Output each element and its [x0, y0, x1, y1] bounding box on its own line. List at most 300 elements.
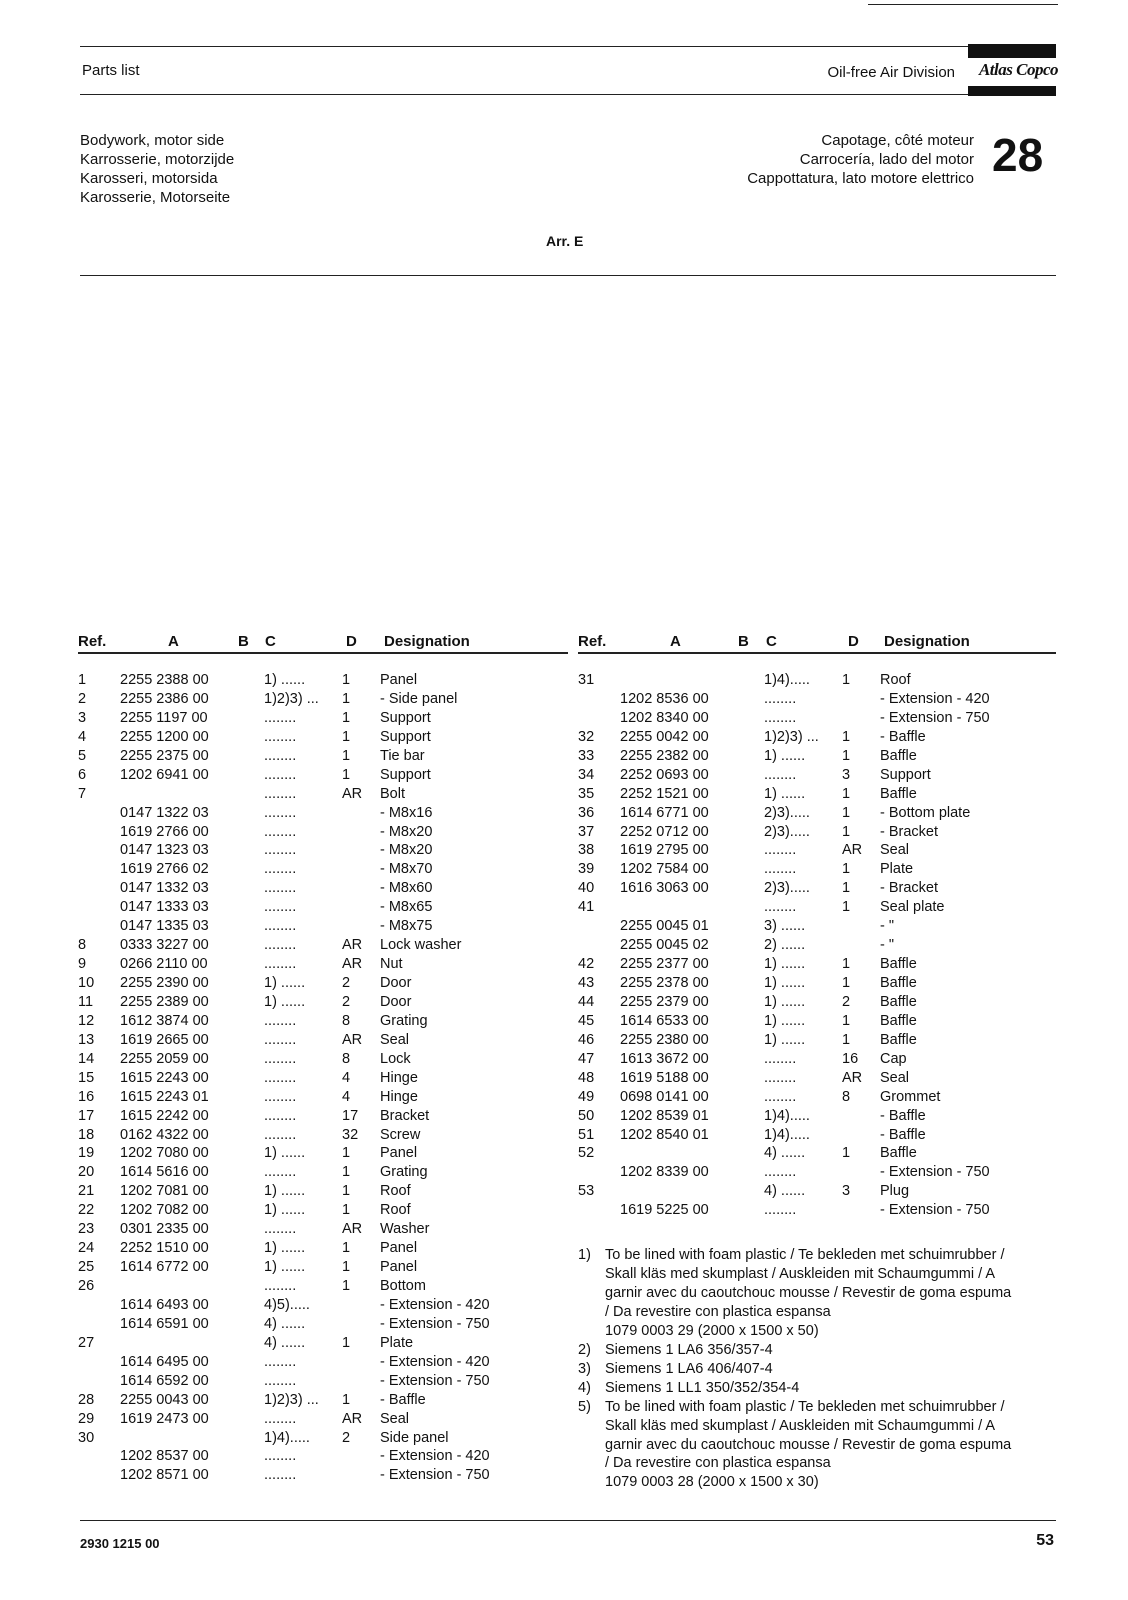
c-column-cell: 1) ...... — [264, 993, 306, 1010]
part-number-cell: 2252 1510 00 — [120, 1240, 209, 1257]
designation-cell: Bolt — [380, 785, 405, 802]
table-row — [578, 729, 1056, 748]
ref-cell: 3 — [78, 709, 87, 726]
footnote-line: Skall kläs med skumplast / Auskleiden mit Schaumgummi / A — [605, 1265, 996, 1282]
designation-cell: - Side panel — [380, 690, 458, 707]
footnote — [578, 1246, 1058, 1341]
c-column-cell: 1)4)..... — [764, 1126, 810, 1143]
ref-cell: 24 — [78, 1240, 95, 1257]
table-row — [78, 1145, 568, 1164]
designation-cell: - Bottom plate — [880, 804, 971, 821]
designation-cell: - " — [880, 937, 895, 954]
designation-cell: Seal — [880, 842, 910, 859]
c-column-cell: 1) ...... — [264, 672, 306, 688]
designation-cell: - Extension - 750 — [380, 1467, 490, 1484]
part-number-cell: 1202 8340 00 — [620, 709, 709, 726]
c-column-cell: 2)3)..... — [764, 880, 810, 897]
ref-cell: 42 — [578, 956, 595, 973]
designation-cell: Plate — [880, 861, 914, 878]
designation-cell: Seal — [880, 1069, 910, 1086]
footnote-line: 1079 0003 29 (2000 x 1500 x 50) — [605, 1322, 819, 1339]
table-row — [78, 899, 568, 918]
header-bottom-rule — [80, 94, 968, 95]
ref-cell: 27 — [78, 1334, 95, 1351]
left-th-c: C — [265, 633, 276, 650]
c-column-cell: ........ — [764, 1164, 797, 1181]
part-number-cell: 1612 3874 00 — [120, 1012, 209, 1029]
table-row — [78, 975, 568, 994]
part-number-cell: 2255 2380 00 — [620, 1031, 709, 1048]
part-number-cell: 1615 2243 00 — [120, 1069, 209, 1086]
part-number-cell: 0266 2110 00 — [120, 956, 208, 973]
ref-cell: 32 — [578, 728, 595, 745]
ref-cell: 28 — [78, 1391, 95, 1408]
c-column-cell: ........ — [764, 709, 797, 726]
footnote-line: garnir avec du caoutchouc mousse / Revestir de goma espuma — [605, 1284, 1012, 1301]
ref-cell: 41 — [578, 899, 595, 916]
left-th-a: A — [168, 633, 179, 650]
c-column-cell: 4) ...... — [764, 1145, 806, 1162]
logo-bottom-bar — [968, 86, 1056, 96]
ref-cell: 29 — [78, 1410, 95, 1427]
designation-cell: Grommet — [880, 1088, 941, 1105]
part-number-cell: 1616 3063 00 — [620, 880, 709, 897]
ref-cell: 47 — [578, 1050, 595, 1067]
quantity-cell: 1 — [842, 956, 851, 973]
part-number-cell: 1202 8537 00 — [120, 1448, 209, 1465]
part-number-cell: 1614 6592 00 — [120, 1372, 209, 1389]
table-row — [578, 748, 1056, 767]
table-row — [578, 786, 1056, 805]
table-row — [78, 1013, 568, 1032]
doc-number: 2930 1215 00 — [80, 1536, 160, 1551]
table-row — [578, 861, 1056, 880]
c-column-cell: ........ — [264, 1164, 297, 1181]
c-column-cell: ........ — [764, 899, 797, 916]
c-column-cell: ........ — [264, 1467, 297, 1484]
designation-cell: Screw — [380, 1126, 421, 1143]
footer-rule — [80, 1520, 1056, 1521]
designation-cell: Door — [380, 993, 412, 1010]
ref-cell: 39 — [578, 861, 595, 878]
c-column-cell: 1) ...... — [264, 1259, 306, 1276]
c-column-cell: 1)4)..... — [764, 672, 810, 688]
designation-cell: - M8x20 — [380, 842, 433, 859]
designation-cell: Baffle — [880, 747, 917, 764]
quantity-cell: AR — [342, 937, 363, 954]
c-column-cell: ........ — [764, 1202, 797, 1219]
part-number-cell: 1619 2665 00 — [120, 1031, 209, 1048]
quantity-cell: 1 — [842, 861, 851, 878]
table-row — [78, 1032, 568, 1051]
part-number-cell: 2255 2388 00 — [120, 672, 209, 688]
designation-cell: Roof — [380, 1202, 411, 1219]
quantity-cell: 16 — [842, 1050, 859, 1067]
quantity-cell: 1 — [342, 1164, 351, 1181]
designation-cell: - Baffle — [880, 1126, 926, 1143]
c-column-cell: ........ — [264, 785, 297, 802]
designation-cell: Bottom — [380, 1278, 426, 1294]
left-th-ref: Ref. — [78, 633, 107, 650]
c-column-cell: 1)2)3) ... — [264, 690, 319, 707]
c-column-cell: ........ — [764, 1088, 797, 1105]
c-column-cell: ........ — [264, 1221, 297, 1238]
part-number-cell: 0301 2335 00 — [120, 1221, 209, 1238]
c-column-cell: 4) ...... — [264, 1315, 306, 1332]
designation-cell: - Extension - 420 — [880, 690, 990, 707]
right-th-a: A — [670, 633, 681, 650]
table-row — [78, 805, 568, 824]
designation-cell: Hinge — [380, 1069, 418, 1086]
footnote-line: garnir avec du caoutchouc mousse / Revestir de goma espuma — [605, 1436, 1012, 1453]
quantity-cell: 1 — [342, 1278, 351, 1294]
top-edge-rule — [868, 4, 1058, 5]
quantity-cell: 1 — [842, 880, 851, 897]
quantity-cell: AR — [342, 1410, 363, 1427]
part-number-cell: 1615 2243 01 — [120, 1088, 209, 1105]
table-row — [578, 1183, 1056, 1202]
quantity-cell: AR — [342, 956, 363, 973]
ref-cell: 17 — [78, 1107, 95, 1124]
quantity-cell: 8 — [342, 1050, 351, 1067]
designation-cell: - Baffle — [380, 1391, 426, 1408]
footnote — [578, 1360, 1058, 1379]
c-column-cell: ........ — [264, 1107, 297, 1124]
designation-cell: Baffle — [880, 993, 917, 1010]
ref-cell: 26 — [78, 1278, 95, 1294]
quantity-cell: 1 — [342, 1202, 351, 1219]
left-th-d: D — [346, 633, 357, 650]
table-row — [78, 937, 568, 956]
c-column-cell: 1) ...... — [264, 1183, 306, 1200]
footnote-line: / Da revestire con plastica espansa — [605, 1303, 831, 1320]
footnote-number: 3) — [578, 1360, 591, 1377]
part-number-cell: 2255 2059 00 — [120, 1050, 209, 1067]
table-row — [78, 748, 568, 767]
atlas-copco-logo: Atlas Copco — [978, 60, 1058, 79]
quantity-cell: AR — [842, 842, 863, 859]
ref-cell: 19 — [78, 1145, 95, 1162]
c-column-cell: 1) ...... — [264, 1240, 306, 1257]
table-row — [78, 1202, 568, 1221]
c-column-cell: ........ — [264, 709, 297, 726]
ref-cell: 12 — [78, 1012, 95, 1029]
quantity-cell: 1 — [342, 690, 351, 707]
c-column-cell: 2)3)..... — [764, 823, 810, 840]
right-header-rule — [578, 652, 1056, 654]
ref-cell: 38 — [578, 842, 595, 859]
table-row — [78, 1108, 568, 1127]
footnote-line: Siemens 1 LA6 356/357-4 — [605, 1341, 773, 1358]
part-number-cell: 0698 0141 00 — [620, 1088, 709, 1105]
quantity-cell: AR — [342, 1031, 363, 1048]
quantity-cell: 1 — [342, 1145, 351, 1162]
table-row — [78, 1373, 568, 1392]
part-number-cell: 1202 8339 00 — [620, 1164, 709, 1181]
footnote-line: Skall kläs med skumplast / Auskleiden mit Schaumgummi / A — [605, 1417, 996, 1434]
ref-cell: 14 — [78, 1050, 95, 1067]
ref-cell: 2 — [78, 690, 87, 707]
quantity-cell: AR — [342, 785, 363, 802]
c-column-cell: ........ — [264, 1126, 297, 1143]
table-row — [78, 1259, 568, 1278]
c-column-cell: ........ — [264, 1278, 297, 1294]
footnote — [578, 1398, 1058, 1493]
ref-cell: 5 — [78, 747, 87, 764]
page-number: 53 — [1036, 1532, 1054, 1549]
section-number: 28 — [992, 129, 1044, 181]
part-number-cell: 2255 2390 00 — [120, 975, 209, 991]
c-column-cell: ........ — [264, 937, 297, 954]
table-row — [578, 805, 1056, 824]
table-row — [578, 994, 1056, 1013]
table-row — [578, 1202, 1056, 1221]
c-column-cell: ........ — [764, 1050, 797, 1067]
ref-cell: 1 — [78, 672, 87, 688]
quantity-cell: 1 — [842, 1145, 851, 1162]
quantity-cell: 1 — [842, 823, 851, 840]
table-row — [578, 1108, 1056, 1127]
ref-cell: 30 — [78, 1429, 95, 1446]
c-column-cell: ........ — [264, 1050, 297, 1067]
quantity-cell: 2 — [342, 1429, 351, 1446]
ref-cell: 52 — [578, 1145, 595, 1162]
part-number-cell: 1614 5616 00 — [120, 1164, 209, 1181]
c-column-cell: ........ — [264, 918, 297, 935]
quantity-cell: 1 — [342, 1183, 351, 1200]
designation-cell: Baffle — [880, 1145, 917, 1162]
part-number-cell: 0147 1333 03 — [120, 899, 209, 916]
designation-cell: - M8x75 — [380, 918, 433, 935]
table-row — [78, 1089, 568, 1108]
designation-cell: - Extension - 420 — [380, 1296, 490, 1313]
title-en: Bodywork, motor side — [80, 132, 225, 149]
part-number-cell: 0147 1322 03 — [120, 804, 209, 821]
part-number-cell: 1619 2795 00 — [620, 842, 709, 859]
part-number-cell: 1202 6941 00 — [120, 766, 209, 783]
designation-cell: - " — [880, 918, 895, 935]
quantity-cell: 1 — [342, 747, 351, 764]
designation-cell: Washer — [380, 1221, 430, 1238]
part-number-cell: 1614 6771 00 — [620, 804, 709, 821]
designation-cell: Lock washer — [380, 937, 462, 954]
ref-cell: 40 — [578, 880, 595, 897]
quantity-cell: 32 — [342, 1126, 359, 1143]
ref-cell: 45 — [578, 1012, 595, 1029]
parts-list-label: Parts list — [82, 62, 140, 79]
c-column-cell: ........ — [264, 956, 297, 973]
c-column-cell: ........ — [264, 1012, 297, 1029]
footnote-number: 4) — [578, 1379, 591, 1396]
ref-cell: 49 — [578, 1088, 595, 1105]
table-row — [578, 880, 1056, 899]
part-number-cell: 1202 7082 00 — [120, 1202, 209, 1219]
footnote-number: 5) — [578, 1398, 591, 1415]
designation-cell: - M8x65 — [380, 899, 433, 916]
ref-cell: 43 — [578, 975, 595, 991]
table-row — [78, 1240, 568, 1259]
designation-cell: - Extension - 420 — [380, 1353, 490, 1370]
designation-cell: Panel — [380, 1240, 418, 1257]
designation-cell: Panel — [380, 672, 418, 688]
table-row — [78, 786, 568, 805]
quantity-cell: 1 — [342, 1334, 351, 1351]
ref-cell: 31 — [578, 672, 595, 688]
part-number-cell: 1614 6495 00 — [120, 1353, 209, 1370]
header-top-rule — [80, 46, 968, 47]
designation-cell: - Extension - 420 — [380, 1448, 490, 1465]
part-number-cell: 2252 1521 00 — [620, 785, 709, 802]
quantity-cell: 1 — [842, 747, 851, 764]
ref-cell: 4 — [78, 728, 87, 745]
part-number-cell: 1202 7081 00 — [120, 1183, 209, 1200]
designation-cell: Baffle — [880, 785, 917, 802]
c-column-cell: 1)4)..... — [764, 1107, 810, 1124]
designation-cell: Grating — [380, 1012, 428, 1029]
quantity-cell: 2 — [842, 993, 851, 1010]
ref-cell: 35 — [578, 785, 595, 802]
table-row — [78, 1070, 568, 1089]
ref-cell: 18 — [78, 1126, 95, 1143]
c-column-cell: ........ — [264, 1448, 297, 1465]
quantity-cell: 4 — [342, 1069, 351, 1086]
right-th-c: C — [766, 633, 777, 650]
c-column-cell: 1)4)..... — [264, 1429, 310, 1446]
ref-cell: 46 — [578, 1031, 595, 1048]
ref-cell: 22 — [78, 1202, 95, 1219]
right-th-b: B — [738, 633, 749, 650]
c-column-cell: 1)2)3) ... — [764, 728, 819, 745]
table-row — [578, 710, 1056, 729]
ref-cell: 25 — [78, 1259, 95, 1276]
table-row — [78, 1411, 568, 1430]
part-number-cell: 2255 0045 01 — [620, 918, 709, 935]
table-row — [78, 1392, 568, 1411]
designation-cell: - M8x60 — [380, 880, 433, 897]
table-row — [78, 672, 568, 691]
part-number-cell: 2255 2389 00 — [120, 993, 209, 1010]
quantity-cell: 1 — [342, 709, 351, 726]
quantity-cell: 1 — [342, 728, 351, 745]
designation-cell: - Extension - 750 — [380, 1372, 490, 1389]
part-number-cell: 0147 1332 03 — [120, 880, 209, 897]
c-column-cell: 1) ...... — [764, 1012, 806, 1029]
table-row — [578, 1032, 1056, 1051]
footnote-line: To be lined with foam plastic / Te bekleden met schuimrubber / — [605, 1247, 1005, 1263]
designation-cell: - Bracket — [880, 823, 939, 840]
designation-cell: - M8x20 — [380, 823, 433, 840]
designation-cell: Baffle — [880, 1031, 917, 1048]
table-row — [78, 1316, 568, 1335]
c-column-cell: ........ — [264, 766, 297, 783]
ref-cell: 23 — [78, 1221, 95, 1238]
designation-cell: Seal — [380, 1410, 410, 1427]
c-column-cell: ........ — [264, 823, 297, 840]
designation-cell: - Baffle — [880, 728, 926, 745]
part-number-cell: 2255 2382 00 — [620, 747, 709, 764]
table-row — [78, 691, 568, 710]
part-number-cell: 2255 0042 00 — [620, 728, 709, 745]
part-number-cell: 1202 7080 00 — [120, 1145, 209, 1162]
designation-cell: - Extension - 750 — [880, 1202, 990, 1219]
left-th-b: B — [238, 633, 249, 650]
table-row — [78, 710, 568, 729]
c-column-cell: 1) ...... — [764, 785, 806, 802]
designation-cell: - M8x16 — [380, 804, 433, 821]
right-parts-table — [578, 672, 1056, 1221]
c-column-cell: 1) ...... — [764, 975, 806, 991]
ref-cell: 34 — [578, 766, 595, 783]
quantity-cell: 1 — [342, 766, 351, 783]
c-column-cell: ........ — [764, 766, 797, 783]
footnote — [578, 1341, 1058, 1360]
quantity-cell: 1 — [842, 785, 851, 802]
ref-cell: 33 — [578, 747, 595, 764]
c-column-cell: ........ — [764, 1069, 797, 1086]
part-number-cell: 1619 2766 02 — [120, 861, 209, 878]
ref-cell: 10 — [78, 975, 95, 991]
designation-cell: - Extension - 750 — [380, 1315, 490, 1332]
table-row — [78, 1335, 568, 1354]
part-number-cell: 2252 0693 00 — [620, 766, 709, 783]
ref-cell: 21 — [78, 1183, 95, 1200]
designation-cell: - Bracket — [880, 880, 939, 897]
table-row — [578, 1127, 1056, 1146]
c-column-cell: 1) ...... — [264, 1145, 306, 1162]
designation-cell: Side panel — [380, 1429, 449, 1446]
c-column-cell: 4) ...... — [764, 1183, 806, 1200]
table-row — [578, 899, 1056, 918]
table-row — [578, 842, 1056, 861]
designation-cell: - M8x70 — [380, 861, 433, 878]
part-number-cell: 2255 1200 00 — [120, 728, 209, 745]
part-number-cell: 1614 6493 00 — [120, 1296, 209, 1313]
table-row — [78, 1297, 568, 1316]
c-column-cell: ........ — [264, 842, 297, 859]
quantity-cell: 8 — [342, 1012, 351, 1029]
table-row — [78, 1448, 568, 1467]
c-column-cell: ........ — [264, 747, 297, 764]
table-row — [78, 1164, 568, 1183]
table-row — [78, 994, 568, 1013]
part-number-cell: 1202 7584 00 — [620, 861, 709, 878]
quantity-cell: 8 — [842, 1088, 851, 1105]
designation-cell: Panel — [380, 1145, 418, 1162]
ref-cell: 37 — [578, 823, 595, 840]
footnote-line: Siemens 1 LA6 406/407-4 — [605, 1360, 773, 1377]
designation-cell: Panel — [380, 1259, 418, 1276]
table-row — [78, 767, 568, 786]
designation-cell: - Extension - 750 — [880, 1164, 990, 1181]
c-column-cell: 1) ...... — [764, 747, 806, 764]
quantity-cell: 1 — [342, 1240, 351, 1257]
part-number-cell: 0162 4322 00 — [120, 1126, 209, 1143]
c-column-cell: 3) ...... — [764, 918, 806, 935]
c-column-cell: 4) ...... — [264, 1334, 306, 1351]
quantity-cell: 1 — [842, 804, 851, 821]
table-row — [578, 975, 1056, 994]
c-column-cell: ........ — [264, 1372, 297, 1389]
table-row — [78, 1221, 568, 1240]
table-row — [78, 729, 568, 748]
ref-cell: 20 — [78, 1164, 95, 1181]
c-column-cell: ........ — [264, 1088, 297, 1105]
part-number-cell: 1202 8571 00 — [120, 1467, 209, 1484]
designation-cell: Seal plate — [880, 899, 945, 916]
designation-cell: Plate — [380, 1334, 414, 1351]
part-number-cell: 1619 5225 00 — [620, 1202, 709, 1219]
c-column-cell: 2) ...... — [764, 937, 806, 954]
